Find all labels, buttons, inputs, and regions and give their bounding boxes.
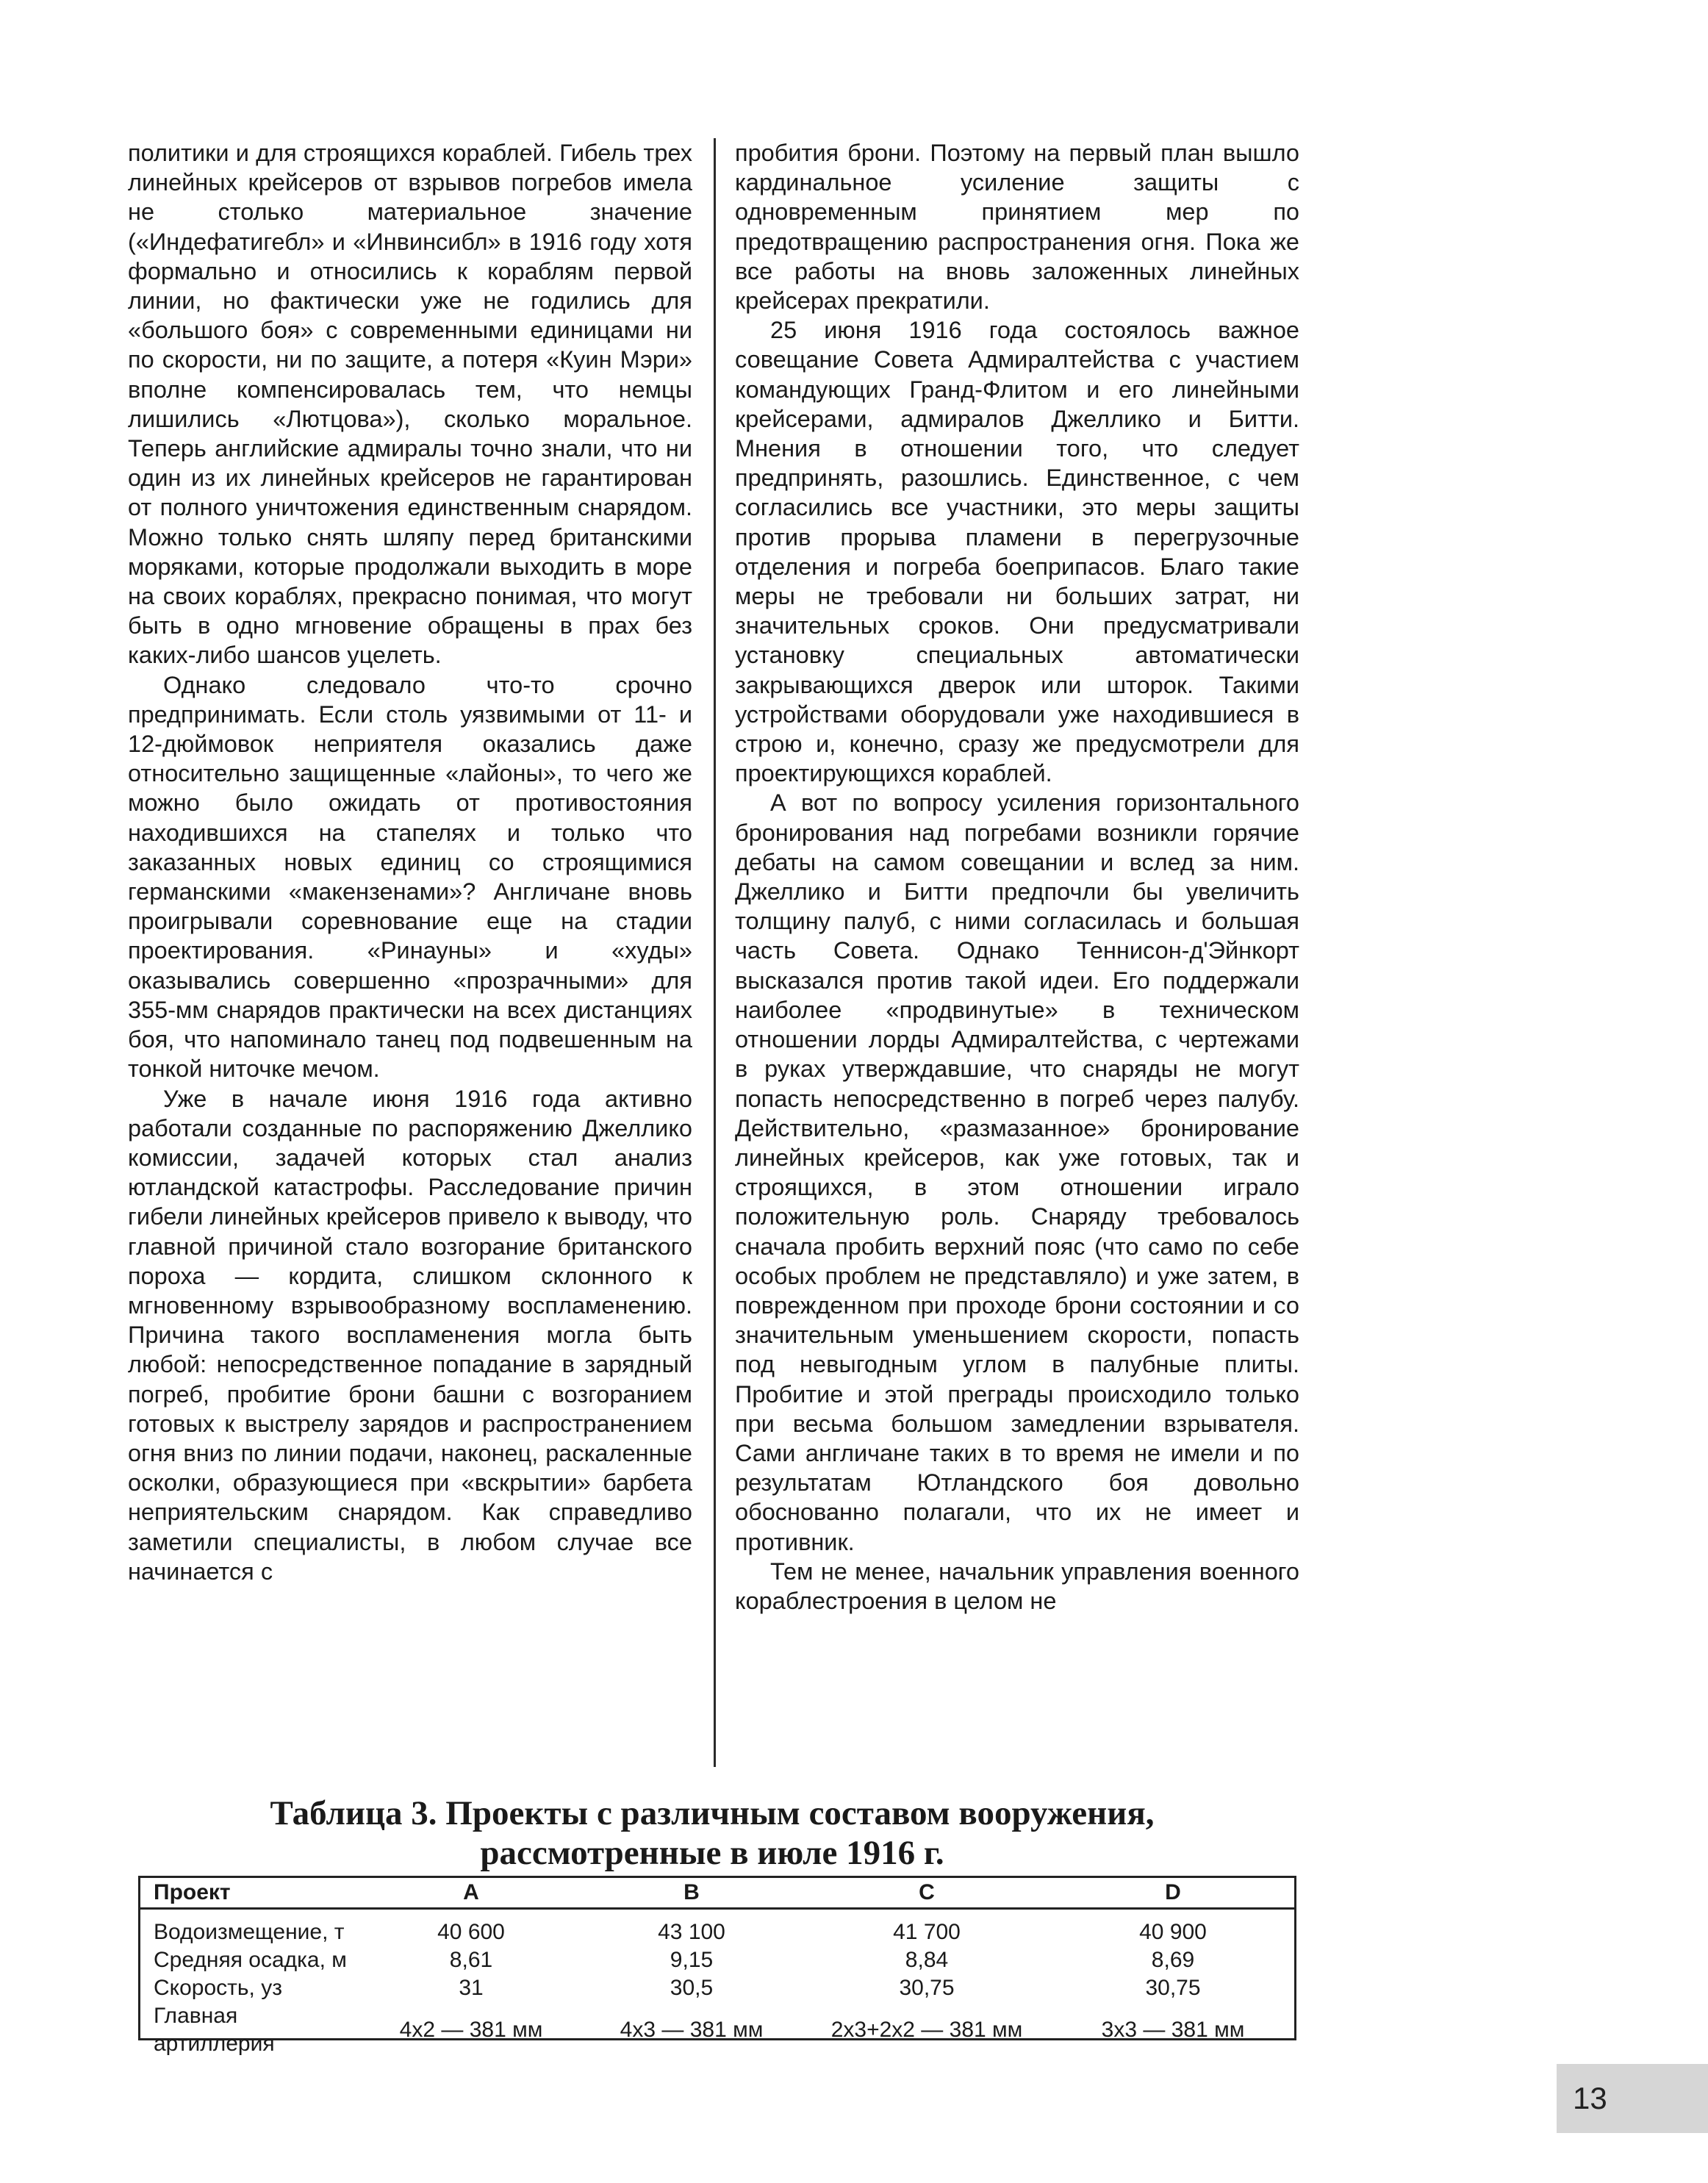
table-header-row bbox=[140, 1878, 1294, 1909]
paragraph: Однако следовало что-то срочно предпринимать. Если столь уязвимыми от 11- и 12-дюймовок неприятеля оказались даже относительно защищенные «лайоны», то чего же можно было ожидать от противостояния находившихся на стапелях и только что заказанных новых единиц со строящимися германскими «макензенами»? Англичане вновь проигрывали соревнование еще на стадии проектирования. «Ринауны» и «худы» оказывались совершенно «прозрачными» для 355-мм снарядов практически на всех дистанциях боя, что напоминало танец под подвешенным на тонкой ниточке мечом. bbox=[128, 671, 692, 1083]
table-row bbox=[140, 2002, 1294, 2058]
row-label: Скорость, уз bbox=[154, 1976, 282, 2000]
paragraph: 25 июня 1916 года состоялось важное совещание Совета Адмиралтейства с участием командующих Гранд-Флитом и его линейными крейсерами, адмиралов Джеллико и Битти. Мнения в отношении того, что следует предпринять, разошлись. Единственное, с чем согласились все участники, это меры защиты против прорыва пламени в перегрузочные отделения и погреба боеприпасов. Благо такие меры не требовали ни больших затрат, ни значительных сроков. Они предусматривали установку специальных автоматически закрывающихся дверок или шторок. Такими устройствами оборудовали уже находившиеся в строю и, конечно, сразу же предусмотрели для проектирующихся кораблей. bbox=[735, 317, 1299, 787]
page-number: 13 bbox=[1557, 2064, 1708, 2133]
table-cell: 8,84 bbox=[905, 1948, 949, 1972]
table-row bbox=[140, 1946, 1294, 1974]
table-cell: 3x3 — 381 мм bbox=[1101, 2018, 1245, 2042]
header-a: A bbox=[361, 1878, 581, 1909]
row-label: Главная артиллерия bbox=[154, 2004, 275, 2056]
table-cell: 30,75 bbox=[899, 1976, 955, 2000]
table-row bbox=[140, 1918, 1294, 1946]
row-label: Водоизмещение, т bbox=[154, 1920, 345, 1944]
left-column bbox=[128, 138, 692, 1586]
table-cell: 30,75 bbox=[1145, 1976, 1201, 2000]
table-title-line-2: рассмотренные в июле 1916 г. bbox=[480, 1834, 944, 1872]
table-cell: 43 100 bbox=[658, 1920, 725, 1944]
table-cell: 40 600 bbox=[437, 1920, 505, 1944]
table-title-line-1: Таблица 3. Проекты с различным составом вооружения, bbox=[270, 1794, 1155, 1832]
row-label: Средняя осадка, м bbox=[154, 1948, 347, 1972]
paragraph: политики и для строящихся кораблей. Гибель трех линейных крейсеров от взрывов погребов имела не столько материальное значение («Индефатигебл» и «Инвинсибл» в 1916 году хотя формально и относились к кораблям первой линии, но фактически уже не годились для «большого боя» с современными единицами ни по скорости, ни по защите, а потеря «Куин Мэри» вполне компенсировалась тем, что немцы лишились «Лютцова»), сколько моральное. Теперь английские адмиралы точно знали, что ни один из их линейных крейсеров не гарантирован от полного уничтожения единственным снарядом. Можно только снять шляпу перед британскими моряками, которые продолжали выходить в море на своих кораблях, прекрасно понимая, что могут быть в одно мгновение обращены в прах без каких-либо шансов уцелеть. bbox=[128, 140, 692, 669]
header-project: Проект bbox=[140, 1878, 361, 1909]
table-cell: 8,69 bbox=[1151, 1948, 1195, 1972]
header-d: D bbox=[1052, 1878, 1294, 1909]
paragraph: Уже в начале июня 1916 года активно работали созданные по распоряжению Джеллико комиссии, задачей которых стал анализ ютландской катастрофы. Расследование причин гибели линейных крейсеров привело к выводу, что главной причиной стало возгорание британского пороха — кордита, слишком склонного к мгновенному взрывообразному воспламенению. Причина такого воспламенения могла быть любой: непосредственное попадание в зарядный погреб, пробитие брони башни с возгоранием готовых к выстрелу зарядов и распространением огня вниз по линии подачи, наконец, раскаленные осколки, образующиеся при «вскрытии» барбета неприятельским снарядом. Как справедливо заметили специалисты, в любом случае все начинается с bbox=[128, 1085, 692, 1585]
table-cell: 2x3+2x2 — 381 мм bbox=[830, 2018, 1023, 2042]
table-cell: 4x2 — 381 мм bbox=[399, 2018, 543, 2042]
right-column bbox=[735, 138, 1299, 1616]
paragraph: А вот по вопросу усиления горизонтального бронирования над погребами возникли горячие дебаты на самом совещании и вслед за ним. Джеллико и Битти предпочли бы увеличить толщину палуб, с ними согласилась и большая часть Совета. Однако Теннисон-д'Эйнкорт высказался против такой идеи. Его поддержали наиболее «продвинутые» в техническом отношении лорды Адмиралтейства, с чертежами в руках утверждавшие, что снаряды не могут попасть непосредственно в погреб через палубу. Действительно, «размазанное» бронирование линейных крейсеров, как уже готовых, так и строящихся, в этом отношении играло положительную роль. Снаряду требовалось сначала пробить верхний пояс (что само по себе особых проблем не представляло) и уже затем, в поврежденном при проходе брони состоянии и со значительным уменьшением скорости, попасть под невыгодным углом в палубные плиты. Пробитие и этой преграды происходило только при весьма большом замедлении взрывателя. Сами англичане таких в то время не имели и по результатам Ютландского боя довольно обоснованно полагали, что их не имеет и противник. bbox=[735, 789, 1299, 1555]
table-title bbox=[128, 1793, 1296, 1873]
table-cell: 30,5 bbox=[670, 1976, 714, 2000]
projects-table bbox=[138, 1876, 1296, 2056]
table-cell: 41 700 bbox=[893, 1920, 961, 1944]
paragraph: пробития брони. Поэтому на первый план вышло кардинальное усиление защиты с одновременным принятием мер по предотвращению распространения огня. Пока же все работы на вновь заложенных линейных крейсерах прекратили. bbox=[735, 140, 1299, 315]
table-cell: 40 900 bbox=[1139, 1920, 1207, 1944]
table-row bbox=[140, 1974, 1294, 2002]
table-cell: 4x3 — 381 мм bbox=[620, 2018, 764, 2042]
paragraph: Тем не менее, начальник управления военного кораблестроения в целом не bbox=[735, 1558, 1299, 1614]
table-cell: 9,15 bbox=[670, 1948, 714, 1972]
table-cell: 8,61 bbox=[449, 1948, 493, 1972]
column-divider bbox=[714, 138, 716, 1767]
table-cell: 31 bbox=[459, 1976, 484, 2000]
header-c: C bbox=[802, 1878, 1052, 1909]
header-b: B bbox=[581, 1878, 802, 1909]
